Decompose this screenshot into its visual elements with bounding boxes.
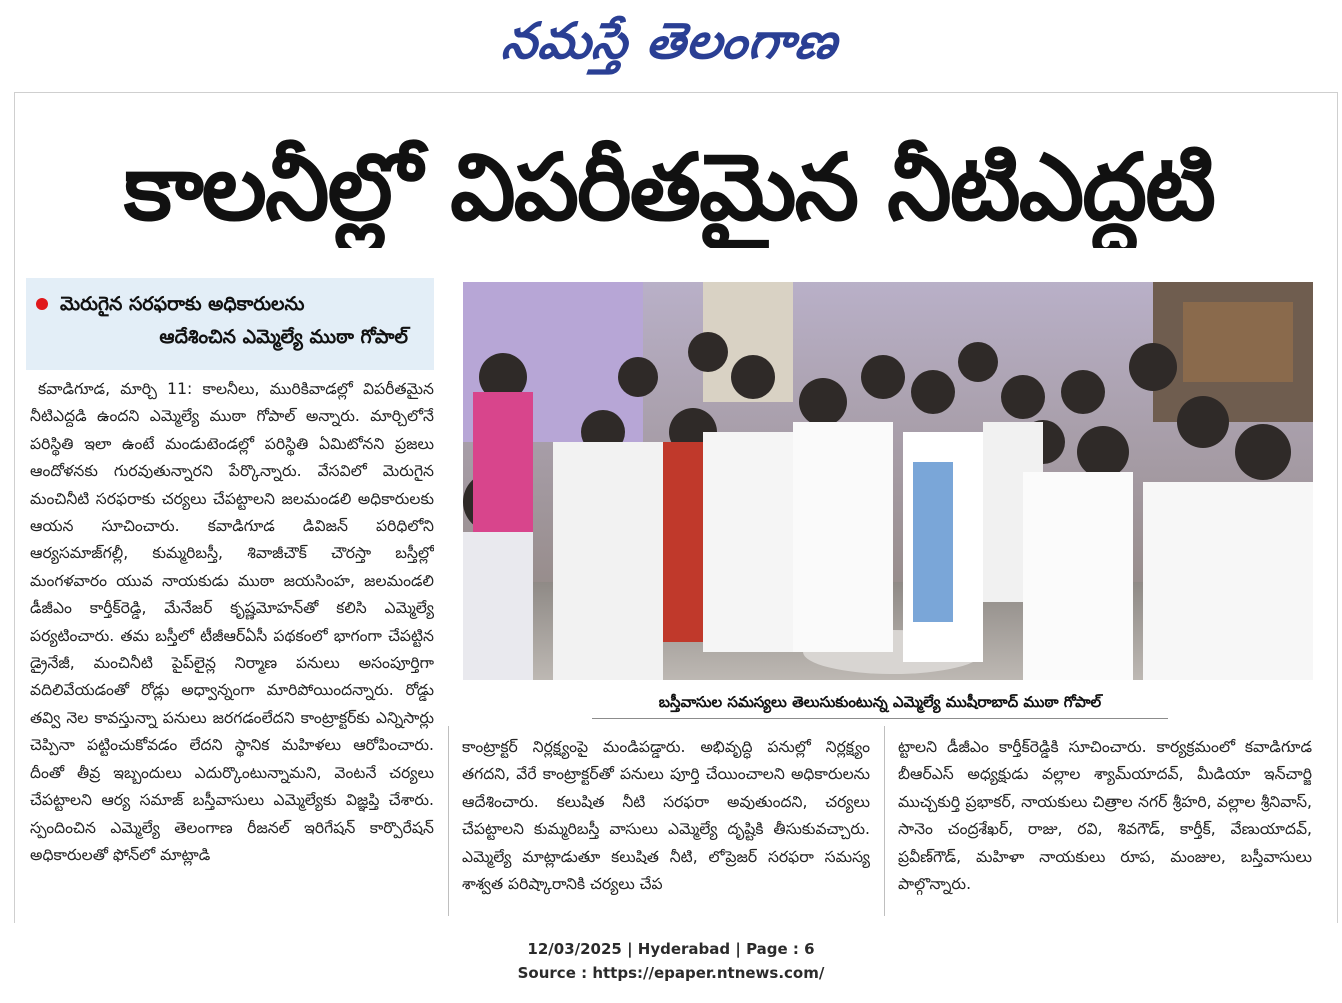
article-headline: కాలనీల్లో విపరీతమైన నీటిఎద్దటి (123, 134, 1215, 241)
news-photo (463, 282, 1313, 680)
article-column-2: కాంట్రాక్టర్ నిర్లక్ష్యంపై మండిపడ్డారు. అభివృద్ధి పనుల్లో నిర్లక్ష్యం తగదని, వేరే కాంట్రాక్టర్‌తో పనులు పూర్తి చేయించాలని అధికారులను ఆదేశించారు. కలుషిత నీటి సరఫరా అవుతుందని, చర్యలు చేపట్టాలని కుమ్మరిబస్తీ వాసులు ఎమ్మెల్యే దృష్టికి తీసుకువచ్చారు. ఎమ్మెల్యే మాట్లాడుతూ కలుషిత నీటి, లోప్రెజర్ సరఫరా సమస్య శాశ్వత పరిష్కారానికి చర్యలు చేప (462, 738, 870, 894)
article-column-3: ట్టాలని డీజీఎం కార్తీక్‌రెడ్డికి సూచించారు. కార్యక్రమంలో కవాడిగూడ బీఆర్‌ఎస్ అధ్యక్షుడు వల్లాల శ్యామ్‌యాదవ్, మీడియా ఇన్‌చార్జి ముచ్చకుర్తి ప్రభాకర్, నాయకులు చిత్రాల నగర్ శ్రీహరి, వల్లాల శ్రీనివాస్, సానెం చంద్రశేఖర్, రాజు, రవి, శివగౌడ్, కార్తీక్, వేణుయాదవ్, ప్రవీణ్‌గౌడ్, మహిళా నాయకులు రూప, మంజుల, బస్తీవాసులు పాల్గొన్నారు. (898, 738, 1312, 894)
subhead-line-1: మెరుగైన సరఫరాకు అధికారులను (60, 293, 305, 315)
masthead-logo: నమస్తే తెలంగాణ (499, 11, 841, 70)
caption-divider (592, 718, 1168, 719)
column-divider-1 (448, 726, 449, 916)
source-link[interactable]: Source : https://epaper.ntnews.com/ (517, 964, 825, 982)
article-subhead (26, 278, 434, 370)
photo-caption: బస్తీవాసుల సమస్యలు తెలుసుకుంటున్న ఎమ్మెల్యే ముషీరాబాద్ ముఠా గోపాల్ (658, 693, 1102, 711)
column-divider-2 (884, 726, 885, 916)
crowd-photo-illustration (463, 282, 1313, 680)
red-bullet-icon (36, 298, 48, 310)
article-column-1: కవాడిగూడ, మార్చి 11: కాలనీలు, మురికివాడల్లో విపరీతమైన నీటిఎద్దడి ఉందని ఎమ్మెల్యే ముఠా గోపాల్ అన్నారు. మార్చిలోనే పరిస్థితి ఇలా ఉంటే మండుటెండల్లో పరిస్థితి ఏమిటోనని ప్రజలు ఆందోళనకు గురవుతున్నారని పేర్కొన్నారు. వేసవిలో మెరుగైన మంచినీటి సరఫరాకు చర్యలు చేపట్టాలని జలమండలి అధికారులకు ఆయన సూచించారు. కవాడిగూడ డివిజన్ పరిధిలోని ఆర్యసమాజ్‌గల్లీ, కుమ్మరిబస్తీ, శివాజీచౌక్ చౌరస్తా బస్తీల్లో మంగళవారం యువ నాయకుడు ముఠా జయసింహ, జలమండలి డీజీఎం కార్తీక్‌రెడ్డి, మేనేజర్ కృష్ణమోహన్‌తో కలిసి ఎమ్మెల్యే పర్యటించారు. తమ బస్తీలో టీజీఆర్‌ఏసీ పథకంలో భాగంగా చేపట్టిన డ్రైనేజీ, మంచినీటి పైప్‌లైన్ల నిర్మాణ పనులు అసంపూర్తిగా వదిలివేయడంతో రోడ్లు అధ్వాన్నంగా మారిపోయిందన్నారు. రోడ్డు తవ్వి నెల కావస్తున్నా పనులు జరగడంలేదని కాంట్రాక్టర్‌కు ఎన్నిసార్లు చెప్పినా పట్టించుకోవడం లేదని స్థానిక మహిళలు ఆరోపించారు. దీంతో తీవ్ర ఇబ్బందులు ఎదుర్కొంటున్నామని, వెంటనే చర్యలు చేపట్టాలని ఆర్య సమాజ్ బస్తీవాసులు ఎమ్మెల్యేకు విజ్ఞప్తి చేశారు. స్పందించిన ఎమ్మెల్యే తెలంగాణ రీజనల్ ఇరిగేషన్ కార్పొరేషన్ అధికారులతో ఫోన్‌లో మాట్లాడి (30, 380, 434, 864)
subhead-line-2: ఆదేశించిన ఎమ్మెల్యే ముఠా గోపాల్ (159, 326, 408, 348)
edition-info: 12/03/2025 | Hyderabad | Page : 6 (527, 940, 815, 958)
